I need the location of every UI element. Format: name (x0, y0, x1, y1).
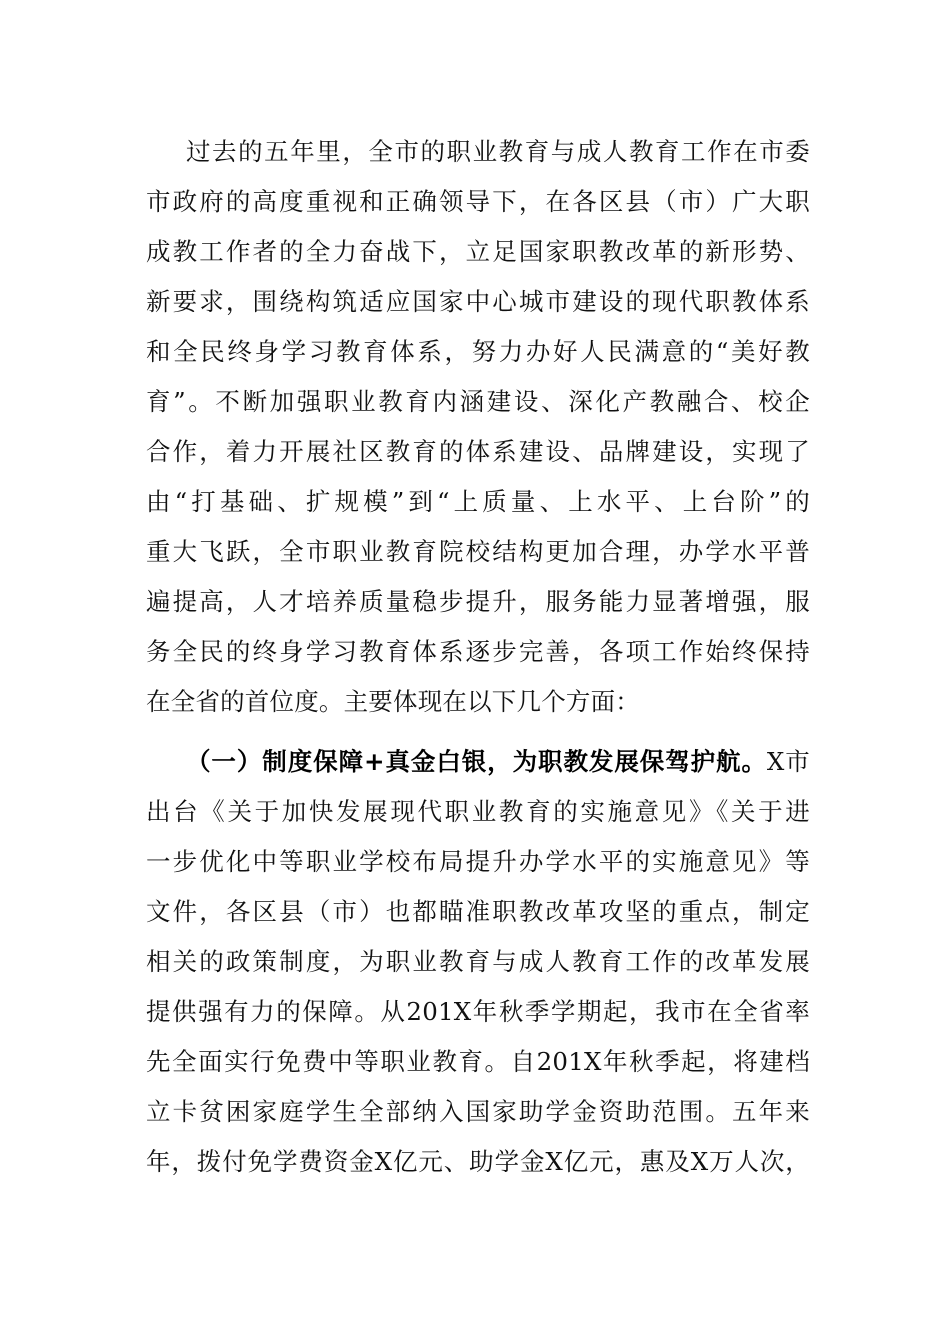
section-heading-line (186, 737, 810, 787)
paragraph-line: 成教工作者的全力奋战下，立足国家职教改革的新形势、 (146, 237, 810, 266)
paragraph-line: 遍提高，人才培养质量稳步提升，服务能力显著增强，服 (146, 587, 810, 616)
paragraph-line: 市政府的高度重视和正确领导下，在各区县（市）广大职 (146, 187, 810, 216)
paragraph-line: 由“打基础、扩规模”到“上质量、上水平、上台阶”的 (146, 487, 810, 516)
paragraph-line: 育”。不断加强职业教育内涵建设、深化产教融合、校企 (146, 387, 810, 416)
paragraph-line: 立卡贫困家庭学生全部纳入国家助学金资助范围。五年来 (146, 1097, 810, 1126)
paragraph-line: 和全民终身学习教育体系，努力办好人民满意的“美好教 (146, 337, 810, 366)
paragraph-line: 出台《关于加快发展现代职业教育的实施意见》《关于进 (146, 797, 810, 826)
paragraph-line: 在全省的首位度。主要体现在以下几个方面： (146, 687, 640, 716)
heading-line-rest: X市 (766, 747, 810, 776)
paragraph-line: 相关的政策制度，为职业教育与成人教育工作的改革发展 (146, 947, 810, 976)
paragraph-line: 务全民的终身学习教育体系逐步完善，各项工作始终保持 (146, 637, 810, 666)
paragraph-line: 先全面实行免费中等职业教育。自201X年秋季起，将建档 (146, 1047, 810, 1076)
paragraph-line: 年，拨付免学费资金X亿元、助学金X亿元，惠及X万人次， (146, 1147, 810, 1176)
section-heading: （一）制度保障+真金白银，为职教发展保驾护航。 (186, 747, 767, 776)
paragraph-line: 提供强有力的保障。从201X年秋季学期起，我市在全省率 (146, 997, 810, 1026)
paragraph-line: 一步优化中等职业学校布局提升办学水平的实施意见》等 (146, 847, 810, 876)
paragraph-line: 过去的五年里，全市的职业教育与成人教育工作在市委 (186, 137, 810, 166)
paragraph-line: 新要求，围绕构筑适应国家中心城市建设的现代职教体系 (146, 287, 810, 316)
paragraph-line: 重大飞跃，全市职业教育院校结构更加合理，办学水平普 (146, 537, 810, 566)
paragraph-line: 文件，各区县（市）也都瞄准职教改革攻坚的重点，制定 (146, 897, 810, 926)
paragraph-line: 合作，着力开展社区教育的体系建设、品牌建设，实现了 (146, 437, 810, 466)
